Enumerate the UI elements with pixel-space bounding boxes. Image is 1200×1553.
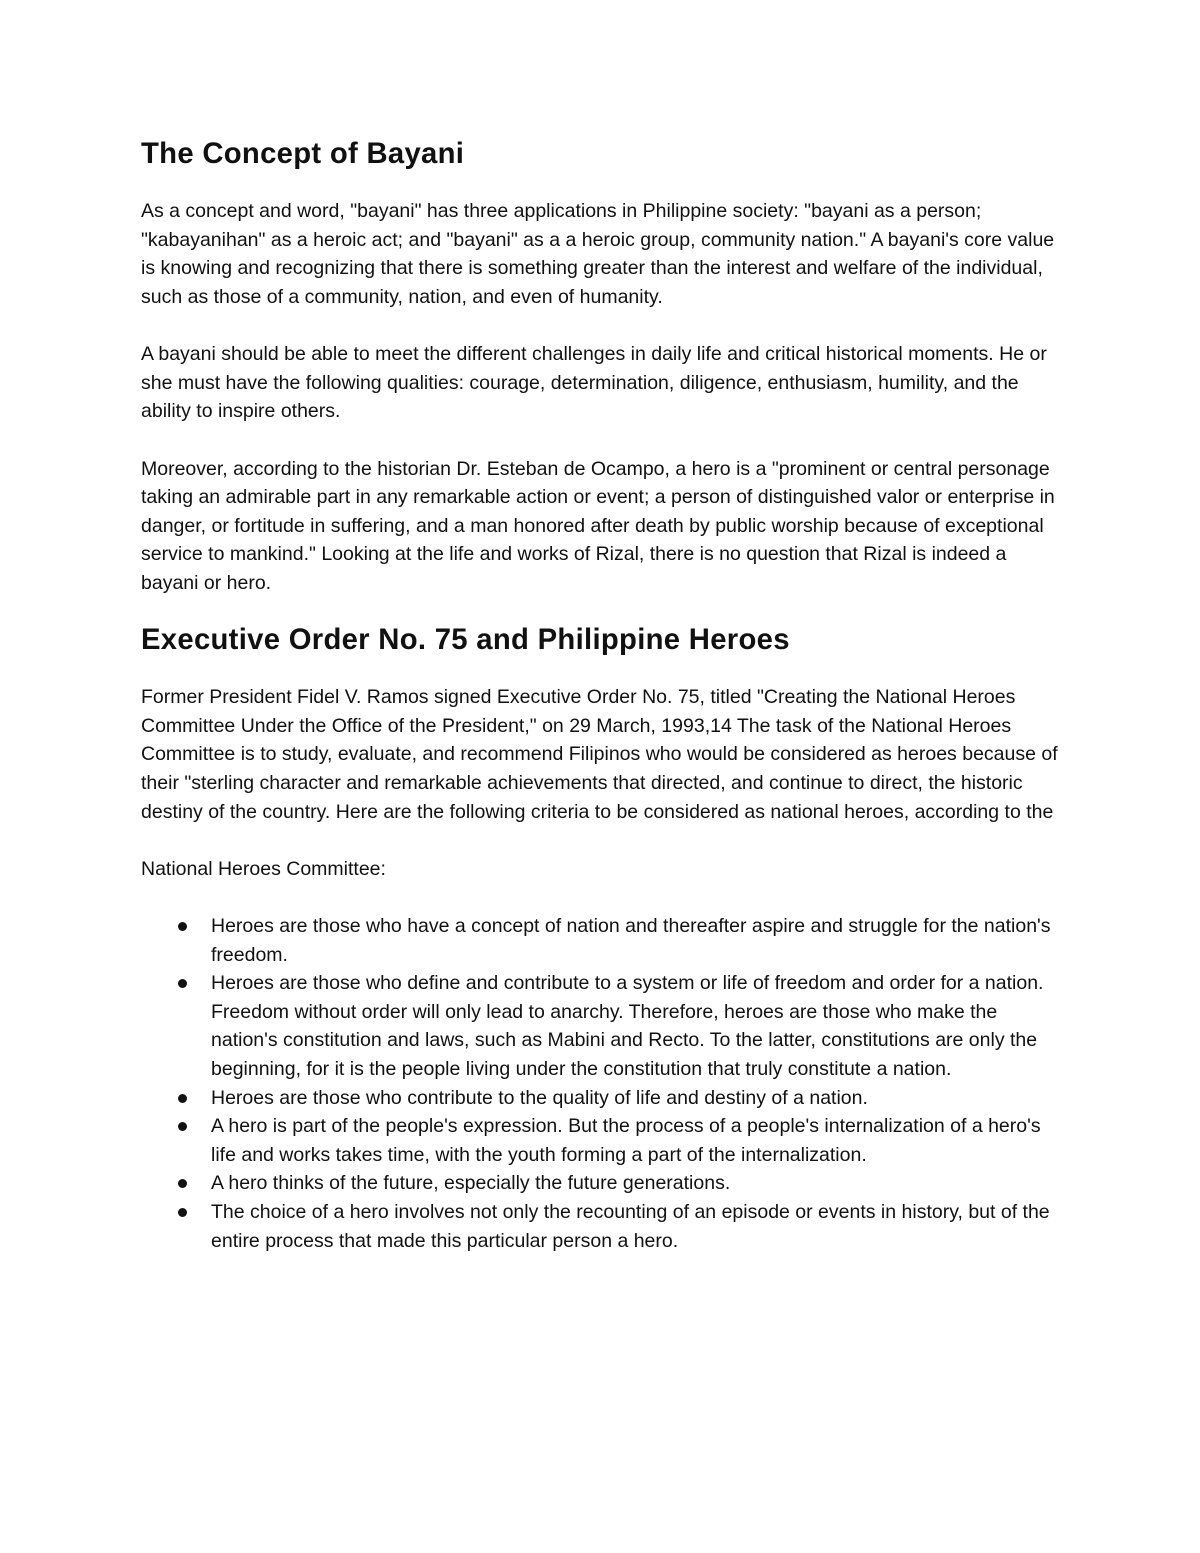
section-heading-executive-order: Executive Order No. 75 and Philippine Heroes [141, 624, 790, 657]
list-item [141, 1084, 1066, 1113]
bullet-icon [178, 922, 187, 931]
bullet-icon [178, 1094, 187, 1103]
list-item [141, 1169, 1066, 1198]
spacer [141, 826, 1066, 855]
spacer [141, 883, 1066, 912]
list-item-text: Heroes are those who define and contribute to a system or life of freedom and order for a nation. Freedom without order will only lead to anarchy. Therefore, heroes are those who make the nation's constitution and laws, such as Mabini and Recto. To the latter, constitutions are only the beginning, for it is the people living under the constitution that truly constitute a nation. [211, 972, 1044, 1080]
paragraph-bayani-applications: As a concept and word, "bayani" has three applications in Philippine society: "bayani as a person; "kabayanihan" as a heroic act; and "bayani" as a a heroic group, community nation." A bayani's core value is knowing and recognizing that there is something greater than the interest and welfare of the individual, such as those of a community, nation, and even of humanity. [141, 200, 1055, 308]
bullet-icon [178, 1122, 187, 1131]
list-item-text: Heroes are those who have a concept of nation and thereafter aspire and struggle for the nation's freedom. [211, 915, 1051, 966]
list-item [141, 1198, 1066, 1255]
bullet-icon [178, 979, 187, 988]
section-heading-concept-of-bayani: The Concept of Bayani [141, 138, 465, 170]
paragraph-committee-label: National Heroes Committee: [141, 857, 386, 880]
list-item [141, 969, 1066, 1083]
criteria-list [141, 912, 1066, 1255]
paragraph-bayani-qualities: A bayani should be able to meet the different challenges in daily life and critical historical moments. He or she must have the following qualities: courage, determination, diligence, enthusiasm, humility, and the ability to inspire others. [141, 343, 1047, 423]
list-item-text: A hero thinks of the future, especially the future generations. [211, 1172, 731, 1195]
spacer [141, 169, 1066, 198]
list-item-text: Heroes are those who contribute to the quality of life and destiny of a nation. [211, 1086, 868, 1109]
document-page [141, 140, 1066, 1255]
bullet-icon [178, 1179, 187, 1188]
list-item-text: The choice of a hero involves not only the recounting of an episode or events in history, but of the entire process that made this particular person a hero. [211, 1200, 1050, 1252]
spacer [141, 312, 1066, 341]
spacer [141, 655, 1066, 684]
paragraph-executive-order: Former President Fidel V. Ramos signed Executive Order No. 75, titled "Creating the National Heroes Committee Under the Office of the President," on 29 March, 1993,14 The task of the National Heroes Committee is to study, evaluate, and recommend Filipinos who would be considered as heroes because of their "sterling character and remarkable achievements that directed, and continue to direct, the historic destiny of the country. Here are the following criteria to be considered as national heroes, according to the [141, 686, 1058, 823]
list-item-text: A hero is part of the people's expression. But the process of a people's internalization of a hero's life and works takes time, with the youth forming a part of the internalization. [211, 1115, 1041, 1166]
list-item [141, 912, 1066, 969]
bullet-icon [178, 1208, 187, 1217]
spacer [141, 598, 1066, 627]
list-item [141, 1112, 1066, 1169]
paragraph-hero-definition: Moreover, according to the historian Dr. Esteban de Ocampo, a hero is a "prominent or central personage taking an admirable part in any remarkable action or event; a person of distinguished valor or enterprise in danger, or fortitude in suffering, and a man honored after death by public worship because of exceptional service to mankind." Looking at the life and works of Rizal, there is no question that Rizal is indeed a bayani or hero. [141, 457, 1055, 594]
spacer [141, 426, 1066, 455]
